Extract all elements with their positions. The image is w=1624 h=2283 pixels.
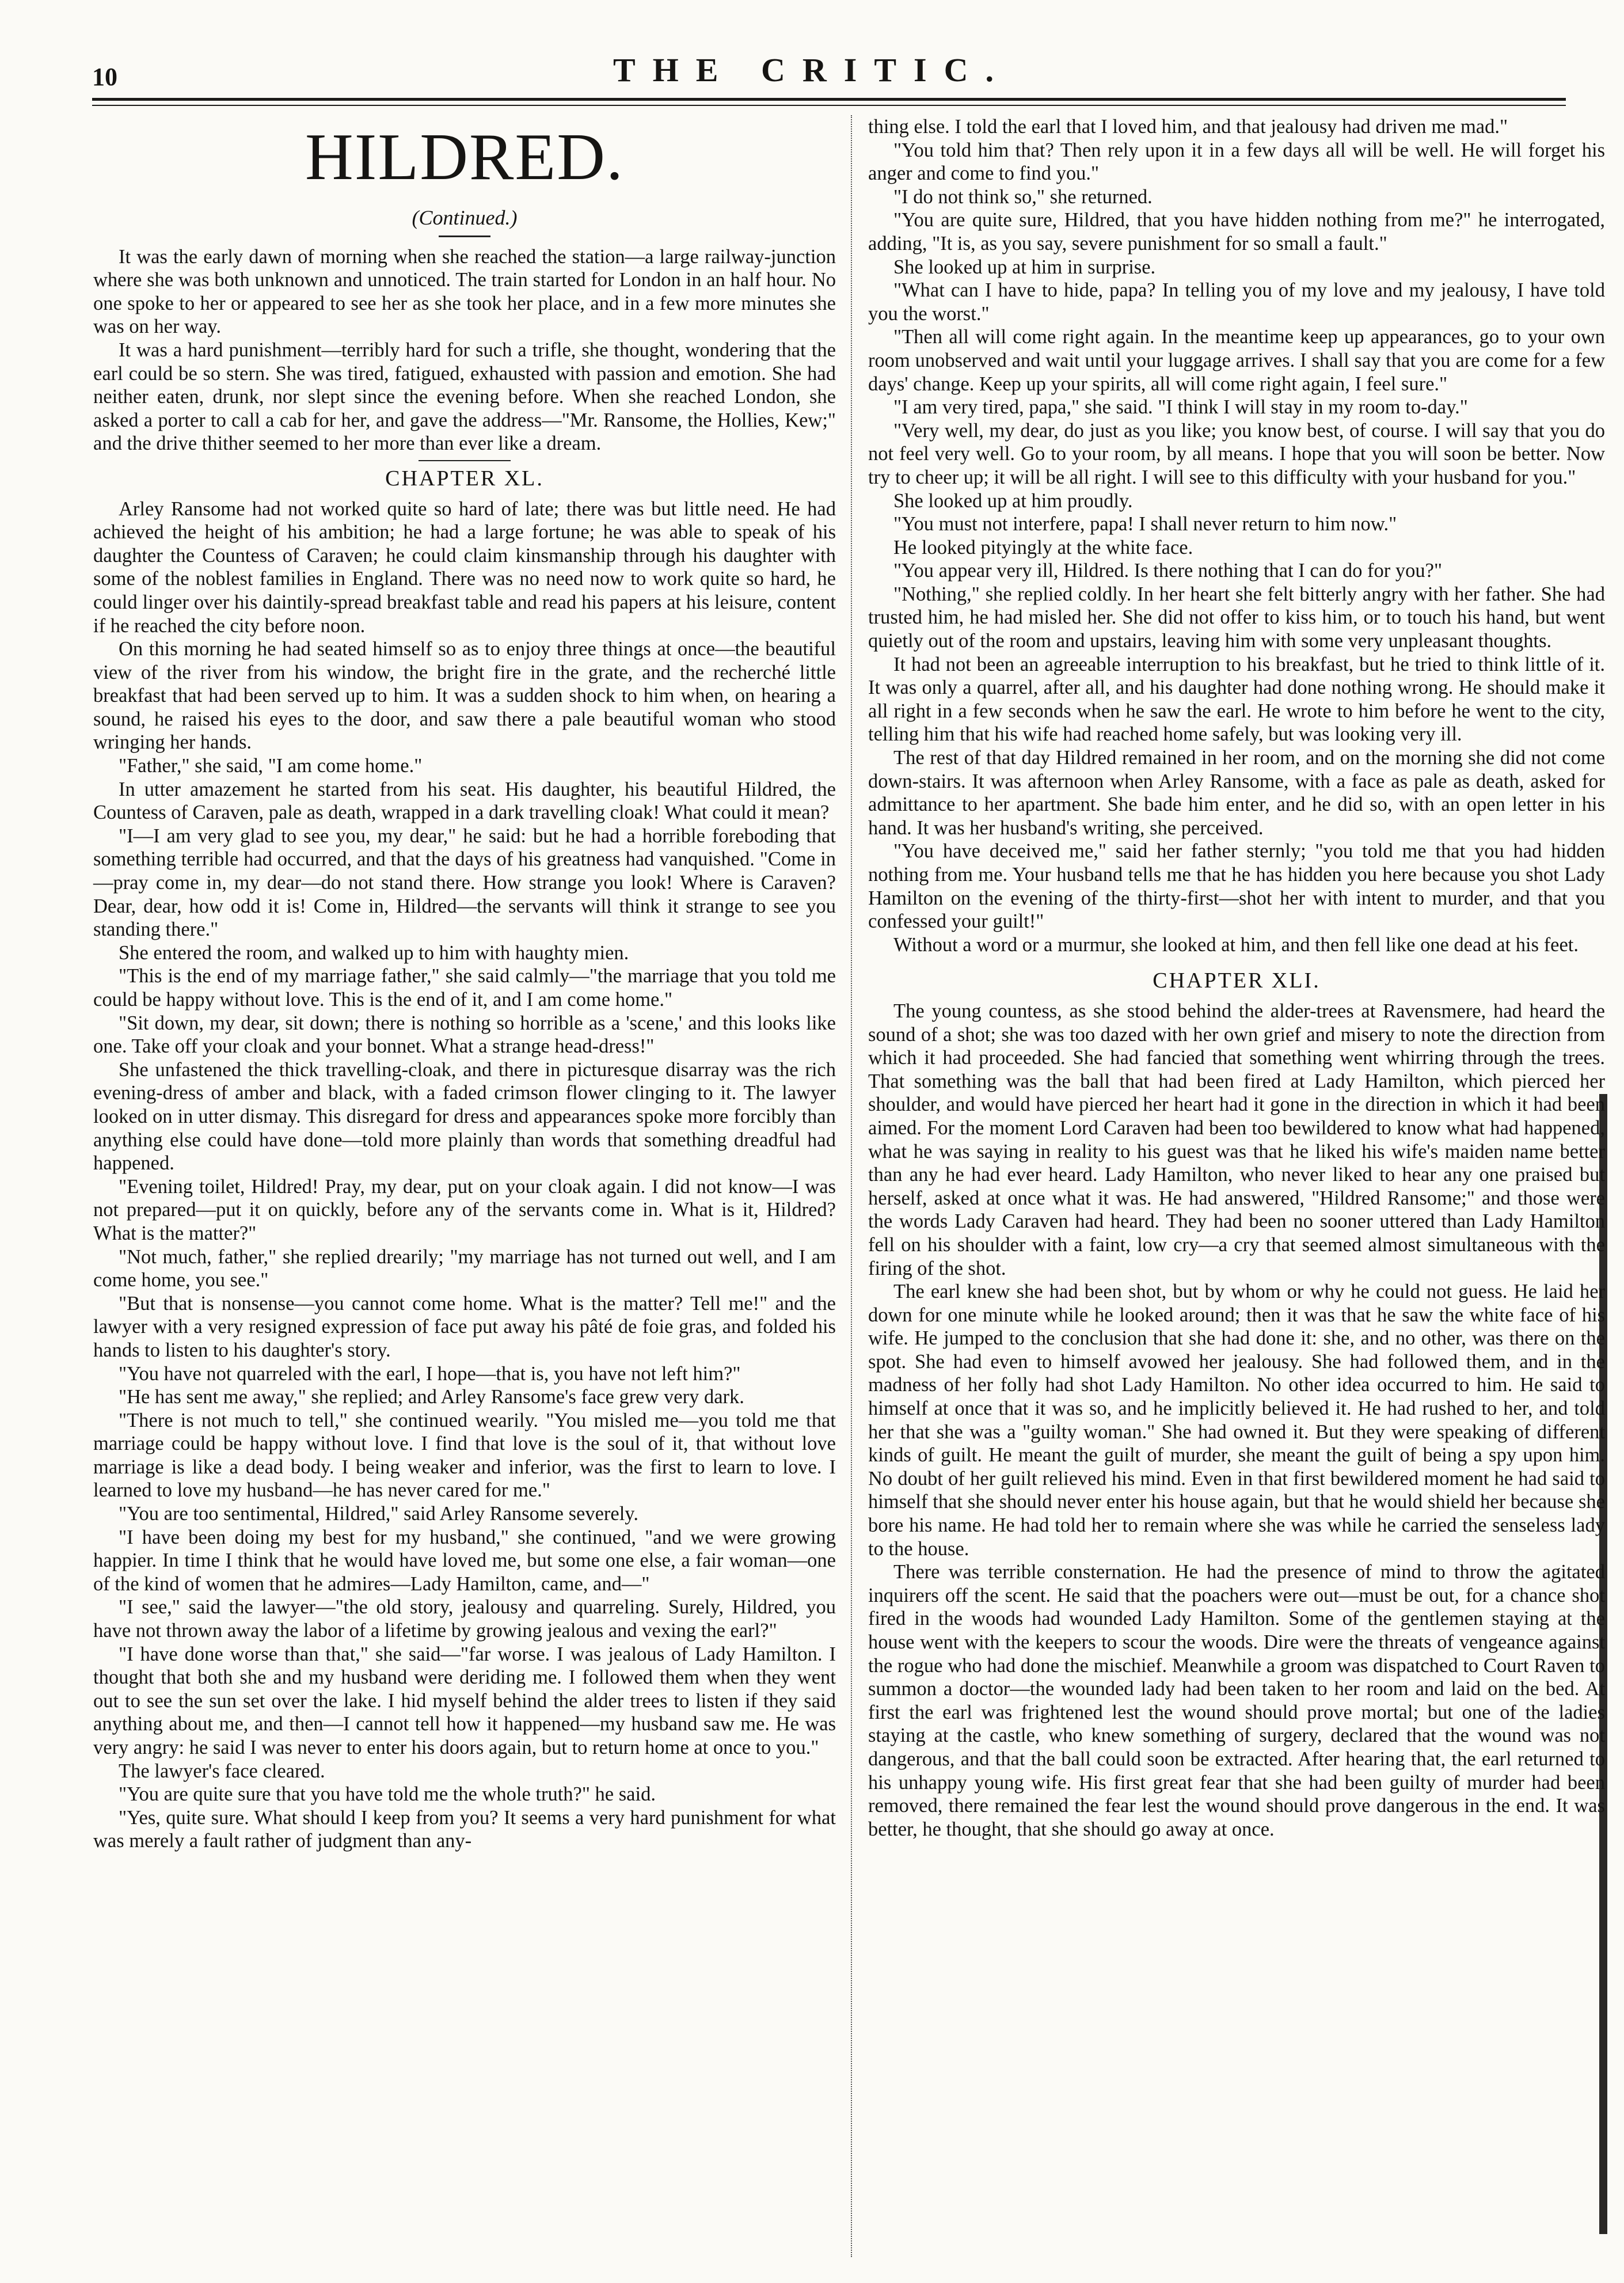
body-paragraph: "I have done worse than that," she said—"far worse. I was jealous of Lady Hamilton. I thought that both she and my husband were deriding me. I followed them when they went out to see the sun set over the lake. I hid myself behind the alder trees to listen if they said anything about me, and then—I cannot tell how it happened—my husband saw me. He was very angry: he said I was never to enter his doors again, but to return home at once to you." <box>93 1643 836 1758</box>
header-rule-thick <box>92 98 1566 101</box>
body-paragraph: "Sit down, my dear, sit down; there is nothing so horrible as a 'scene,' and this looks like one. Take off your cloak and your bonnet. What a strange head-dress!" <box>93 1012 836 1058</box>
publication-masthead: THE CRITIC. <box>613 51 1011 89</box>
body-paragraph: "You told him that? Then rely upon it in a few days all will be well. He will forget his anger and come to find you." <box>868 139 1605 185</box>
body-paragraph: "I see," said the lawyer—"the old story, jealousy and quarreling. Surely, Hildred, you have not thrown away the labor of a lifetime by growing jealous and vexing the earl?" <box>93 1596 836 1642</box>
chapter-41-heading: CHAPTER XLI. <box>1153 968 1321 993</box>
chapter-41-paragraphs <box>868 1000 1605 1841</box>
body-paragraph: She looked up at him proudly. <box>893 489 1133 512</box>
left-column <box>93 115 836 1853</box>
header-rule-thin <box>92 105 1566 106</box>
body-paragraph: "I have been doing my best for my husband," she continued, "and we were growing happier. In time I think that he would have loved me, but some one else, a fair woman—one of the kind of women that he admires—Lady Hamilton, came, and—" <box>93 1526 836 1595</box>
body-paragraph: "He has sent me away," she replied; and Arley Ransome's face grew very dark. <box>119 1386 744 1408</box>
right-column <box>868 115 1605 1841</box>
body-paragraph: "You have not quarreled with the earl, I hope—that is, you have not left him?" <box>119 1362 741 1385</box>
body-paragraph: It was the early dawn of morning when she reached the station—a large railway-junction where she was both unknown and unnoticed. The train started for London in an half hour. No one spoke to her or appeared to see her as she took her place, and in a few more minutes she was on her way. <box>93 245 836 338</box>
body-paragraph: She entered the room, and walked up to him with haughty mien. <box>119 941 629 964</box>
page-number: 10 <box>92 63 117 91</box>
body-paragraph: It had not been an agreeable interruption to his breakfast, but he tried to think little of it. It was only a quarrel, after all, and his daughter had done nothing wrong. He should make it all right in a few seconds when he saw the earl. He wrote to him before he went to the city, telling him that his wife had reached home safely, but was looking very ill. <box>868 653 1605 746</box>
body-paragraph: The rest of that day Hildred remained in her room, and on the morning she did not come down-stairs. It was afternoon when Arley Ransome, with a face as pale as death, asked for admittance to her apartment. She bade him enter, and he did so, with an open letter in his hand. It was her husband's writing, she perceived. <box>868 747 1605 839</box>
body-paragraph: "Nothing," she replied coldly. In her heart she felt bitterly angry with her father. She had trusted him, he had misled her. She did not offer to kiss him, or to touch his hand, but went quietly out of the room and upstairs, leaving him with some very unpleasant thoughts. <box>868 583 1605 652</box>
body-paragraph: In utter amazement he started from his seat. His daughter, his beautiful Hildred, the Countess of Caraven, pale as death, wrapped in a dark travelling cloak! What could it mean? <box>93 778 836 824</box>
body-paragraph: "I do not think so," she returned. <box>893 185 1153 208</box>
body-paragraph: "There is not much to tell," she continued wearily. "You misled me—you told me that marriage could be happy without love. I find that love is the soul of it, that without love marriage is like a dead body. I being weaker and inferior, was the first to learn to love. I learned to love my husband—he has never cared for me." <box>93 1409 836 1502</box>
body-paragraph: "What can I have to hide, papa? In telling you of my love and my jealousy, I have told you the worst." <box>868 279 1605 325</box>
left-intro-paragraphs <box>93 245 836 455</box>
right-paragraphs-before-ch41 <box>868 139 1605 957</box>
chapter-40-paragraphs <box>93 497 836 1853</box>
body-paragraph: "I—I am very glad to see you, my dear," he said: but he had a horrible foreboding that something terrible had occurred, and that the days of his greatness had vanquished. "Come in—pray come in, my dear—do not stand there. How strange you look! Where is Caraven? Dear, dear, how odd it is! Come in, Hildred—the servants will think it strange to see you standing there." <box>93 825 836 941</box>
body-paragraph: Arley Ransome had not worked quite so hard of late; there was but little need. He had achieved the height of his ambition; he had a large fortune; he was able to speak of his daughter the Countess of Caraven; he could claim kinsmanship through his daughter with some of the noblest families in England. There was no need now to work quite so hard, he could linger over his daintily-spread breakfast table and read his papers at his leisure, content if he reached the city before noon. <box>93 497 836 637</box>
body-paragraph: "You must not interfere, papa! I shall never return to him now." <box>893 513 1397 535</box>
body-paragraph: He looked pityingly at the white face. <box>893 536 1193 559</box>
body-paragraph: "You appear very ill, Hildred. Is there nothing that I can do for you?" <box>893 560 1443 582</box>
body-paragraph: It was a hard punishment—terribly hard for such a trifle, she thought, wondering that the earl could be so stern. She was tired, fatigued, exhausted with passion and emotion. She had neither eaten, drunk, nor slept since the evening before. When she reached London, she asked a porter to call a cab for her, and gave the address—"Mr. Ransome, the Hollies, Kew;" and the drive thither seemed to her more than ever like a dream. <box>93 339 836 455</box>
continued-note: (Continued.) <box>412 206 518 229</box>
body-paragraph: "Evening toilet, Hildred! Pray, my dear, put on your cloak again. I did not know—I was not prepared—put it on quickly, before any of the servants come in. What is it, Hildred? What is the matter?" <box>93 1175 836 1244</box>
chapter-rule <box>419 460 511 461</box>
body-paragraph: She unfastened the thick travelling-cloak, and there in picturesque disarray was the rich evening-dress of amber and black, with a faded crimson flower clinging to it. The lawyer looked on in utter dismay. This disregard for dress and appearances spoke more forcibly than anything else could have done—told more plainly than words that something dreadful had happened. <box>93 1058 836 1175</box>
continuation-paragraph: thing else. I told the earl that I loved him, and that jealousy had driven me mad." <box>868 116 1508 138</box>
column-divider <box>851 115 852 2257</box>
body-paragraph: The lawyer's face cleared. <box>119 1760 325 1782</box>
body-paragraph: "Yes, quite sure. What should I keep from you? It seems a very hard punishment for what was merely a fault rather of judgment than any- <box>93 1806 836 1852</box>
body-paragraph: "You are quite sure that you have told me the whole truth?" he said. <box>119 1783 656 1806</box>
body-paragraph: The earl knew she had been shot, but by whom or why he could not guess. He laid her down for one minute while he looked around; then it was that he saw the white face of his wife. He jumped to the conclusion that she had done it: she, and no other, was there on the spot. She had even to himself avowed her jealousy. She had followed them, and in the madness of her folly had shot Lady Hamilton. No other idea occurred to him. He said to himself at once that it was so, and he implicitly believed it. He had rushed to her, and told her that she was a "guilty woman." She had owned it. But they were speaking of different kinds of guilt. He meant the guilt of murder, she meant the guilt of being a spy upon him. No doubt of her guilt relieved his mind. Even in that first bewildered moment he had said to himself that she should never enter his house again, but that he would shield her because she bore his name. He had told her to remain where she was while he carried the senseless lady to the house. <box>868 1281 1605 1560</box>
body-paragraph: "Very well, my dear, do just as you like; you know best, of course. I will say that you do not feel very well. Go to your room, by all means. I hope that you will soon be better. Now try to cheer up; it will be all right. I will see to this difficulty with your husband for you." <box>868 419 1605 488</box>
body-paragraph: She looked up at him in surprise. <box>893 256 1156 278</box>
chapter-40-heading: CHAPTER XL. <box>385 466 544 491</box>
body-paragraph: "Father," she said, "I am come home." <box>119 755 423 777</box>
body-paragraph: "This is the end of my marriage father," she said calmly—"the marriage that you told me could be happy without love. This is the end of it, and I am come home." <box>93 965 836 1011</box>
body-paragraph: "Not much, father," she replied drearily; "my marriage has not turned out well, and I am come home, you see." <box>93 1245 836 1291</box>
body-paragraph: "Then all will come right again. In the meantime keep up appearances, go to your own room unobserved and wait until your luggage arrives. I shall say that you are come for a few days' change. Keep up your spirits, all will come right again, I feel sure." <box>868 326 1605 395</box>
body-paragraph: There was terrible consternation. He had the presence of mind to throw the agitated inquirers off the scent. He said that the poachers were out—must be out, for a chance shot fired in the woods had wounded Lady Hamilton. Some of the gentlemen staying at the house went with the keepers to scour the woods. Dire were the threats of vengeance against the rogue who had done the mischief. Meanwhile a groom was dispatched to Court Raven to summon a doctor—the wounded lady had been taken to her room and laid on the bed. At first the earl was frightened lest the wound should prove mortal; but one of the ladies staying at the castle, who knew something of surgery, declared that the wound was not dangerous, and that the ball could soon be extracted. After hearing that, the earl returned to his unhappy young wife. His first great fear that she had been guilty of murder had been removed, there remained the fear lest the wound should prove dangerous in the end. It was better, he thought, that she should go away at once. <box>868 1561 1605 1840</box>
story-title: HILDRED. <box>305 120 625 194</box>
body-paragraph: "But that is nonsense—you cannot come home. What is the matter? Tell me!" and the lawyer with a very resigned expression of face put away his pâté de foie gras, and folded his hands to listen to his daughter's story. <box>93 1292 836 1361</box>
body-paragraph: "You are too sentimental, Hildred," said Arley Ransome severely. <box>119 1503 638 1525</box>
body-paragraph: The young countess, as she stood behind the alder-trees at Ravensmere, had heard the sound of a shot; she was too dazed with her own grief and misery to note the direction from which it had proceeded. She had fancied that something went whirring through the trees. That something was the ball that had been fired at Lady Hamilton, which pierced her shoulder, and would have pierced her heart had it gone in the direction in which it had been aimed. For the moment Lord Caraven had been too bewildered to know what had happened, what he was saying in reality to his guest was that he liked his wife's maiden name better than any he had ever heard. Lady Hamilton, who never liked to hear any one praised but herself, asked at once what it was. He had answered, "Hildred Ransome;" and those were the words Lady Caraven had heard. They had been no sooner uttered than Lady Hamilton fell on his shoulder with a faint, low cry—a cry that seemed almost simultaneous with the firing of the shot. <box>868 1000 1605 1279</box>
body-paragraph: On this morning he had seated himself so as to enjoy three things at once—the beautiful view of the river from his window, the bright fire in the grate, and the recherché little breakfast that had been served up to him. It was a sudden shock to him when, on hearing a sound, he raised his eyes to the door, and saw there a pale beautiful woman who stood wringing her hands. <box>93 638 836 754</box>
body-paragraph: Without a word or a murmur, she looked at him, and then fell like one dead at his feet. <box>893 933 1579 956</box>
body-paragraph: "You are quite sure, Hildred, that you have hidden nothing from me?" he interrogated, adding, "It is, as you say, severe punishment for so small a fault." <box>868 209 1605 254</box>
title-rule <box>439 235 490 237</box>
body-paragraph: "I am very tired, papa," she said. "I think I will stay in my room to-day." <box>893 396 1468 419</box>
body-paragraph: "You have deceived me," said her father sternly; "you told me that you had hidden nothing from me. Your husband tells me that he has hidden you here because you shot Lady Hamilton on the evening of the thirty-first—shot her with intent to murder, and that you confessed your guilt!" <box>868 840 1605 933</box>
